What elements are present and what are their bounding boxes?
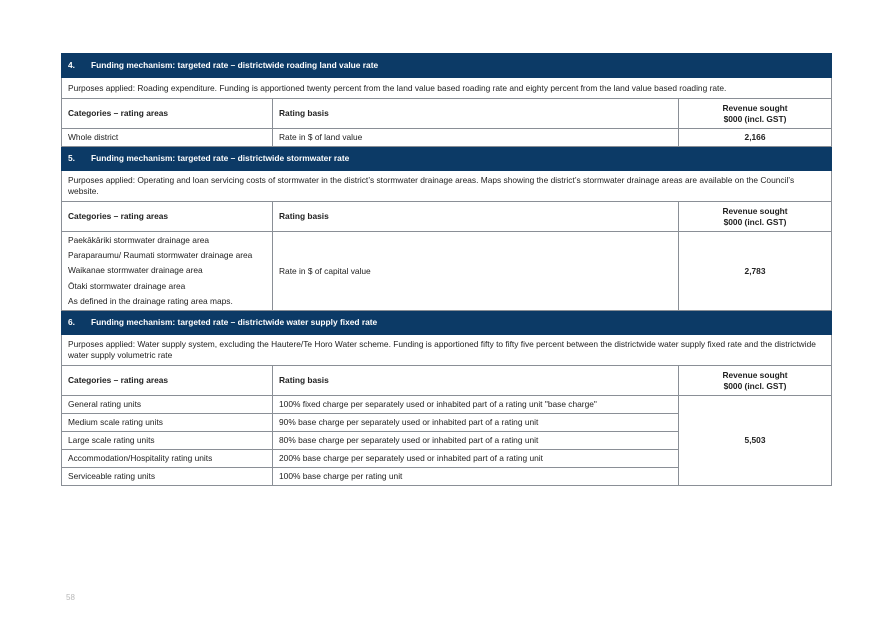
- section-title: Funding mechanism: targeted rate – districtwide roading land value rate: [91, 60, 379, 70]
- col-categories: Categories – rating areas: [62, 366, 273, 396]
- col-revenue: Revenue sought $000 (incl. GST): [679, 99, 832, 129]
- category-cell: General rating units: [62, 396, 273, 414]
- basis-cell: 100% base charge per rating unit: [273, 468, 679, 486]
- list-item: Paekākāriki stormwater drainage area: [68, 234, 210, 245]
- page-number: 58: [66, 593, 75, 602]
- col-revenue: Revenue sought $000 (incl. GST): [679, 366, 832, 396]
- basis-cell: 200% base charge per separately used or inhabited part of a rating unit: [273, 450, 679, 468]
- revenue-cell: 5,503: [679, 396, 832, 486]
- rates-document: [61, 53, 831, 486]
- basis-cell: 90% base charge per separately used or inhabited part of a rating unit: [273, 414, 679, 432]
- col-revenue: Revenue sought $000 (incl. GST): [679, 202, 832, 232]
- funding-table: [61, 53, 832, 486]
- table-row: [62, 129, 832, 147]
- column-header-row: [62, 366, 832, 396]
- list-item: Paraparaumu/ Raumati stormwater drainage area: [68, 250, 253, 261]
- category-cell: Serviceable rating units: [62, 468, 273, 486]
- section-number: 5.: [68, 153, 75, 163]
- purposes-row: [62, 78, 832, 99]
- basis-cell: Rate in $ of land value: [273, 129, 679, 147]
- purposes-text: Purposes applied: Water supply system, excluding the Hautere/Te Horo Water scheme. Funding is apportioned fifty to fifty five percent between the districtwide water supply fixed rate and the districtwide water supply volumetric rate: [62, 335, 832, 366]
- list-item: Waikanae stormwater drainage area: [68, 265, 203, 276]
- section-header: [62, 54, 832, 78]
- list-item: As defined in the drainage rating area maps.: [68, 295, 233, 306]
- category-cell: Whole district: [62, 129, 273, 147]
- col-categories: Categories – rating areas: [62, 202, 273, 232]
- column-header-row: [62, 202, 832, 232]
- section-number: 4.: [68, 60, 75, 70]
- purposes-text: Purposes applied: Operating and loan servicing costs of stormwater in the district’s stormwater drainage areas. Maps showing the district’s stormwater drainage areas are available on the Council’s website.: [62, 171, 832, 202]
- purposes-row: [62, 171, 832, 202]
- revenue-cell: 2,166: [679, 129, 832, 147]
- col-rating-basis: Rating basis: [273, 366, 679, 396]
- section-number: 6.: [68, 317, 75, 327]
- category-cell: Medium scale rating units: [62, 414, 273, 432]
- list-item: Ōtaki stormwater drainage area: [68, 280, 186, 291]
- purposes-text: Purposes applied: Roading expenditure. Funding is apportioned twenty percent from the land value based roading rate and eighty percent from the land value based roading rate.: [62, 78, 832, 99]
- category-cell: Accommodation/Hospitality rating units: [62, 450, 273, 468]
- category-cell: Large scale rating units: [62, 432, 273, 450]
- revenue-cell: 2,783: [679, 232, 832, 311]
- column-header-row: [62, 99, 832, 129]
- basis-cell: 80% base charge per separately used or inhabited part of a rating unit: [273, 432, 679, 450]
- col-rating-basis: Rating basis: [273, 202, 679, 232]
- table-row: [62, 396, 832, 414]
- col-rating-basis: Rating basis: [273, 99, 679, 129]
- category-cell: [62, 232, 273, 311]
- basis-cell: 100% fixed charge per separately used or inhabited part of a rating unit "base charge": [273, 396, 679, 414]
- purposes-row: [62, 335, 832, 366]
- basis-cell: Rate in $ of capital value: [273, 232, 679, 311]
- section-title: Funding mechanism: targeted rate – districtwide water supply fixed rate: [91, 317, 378, 327]
- section-header: [62, 311, 832, 335]
- table-row: [62, 232, 832, 311]
- section-header: [62, 147, 832, 171]
- section-title: Funding mechanism: targeted rate – districtwide stormwater rate: [91, 153, 350, 163]
- col-categories: Categories – rating areas: [62, 99, 273, 129]
